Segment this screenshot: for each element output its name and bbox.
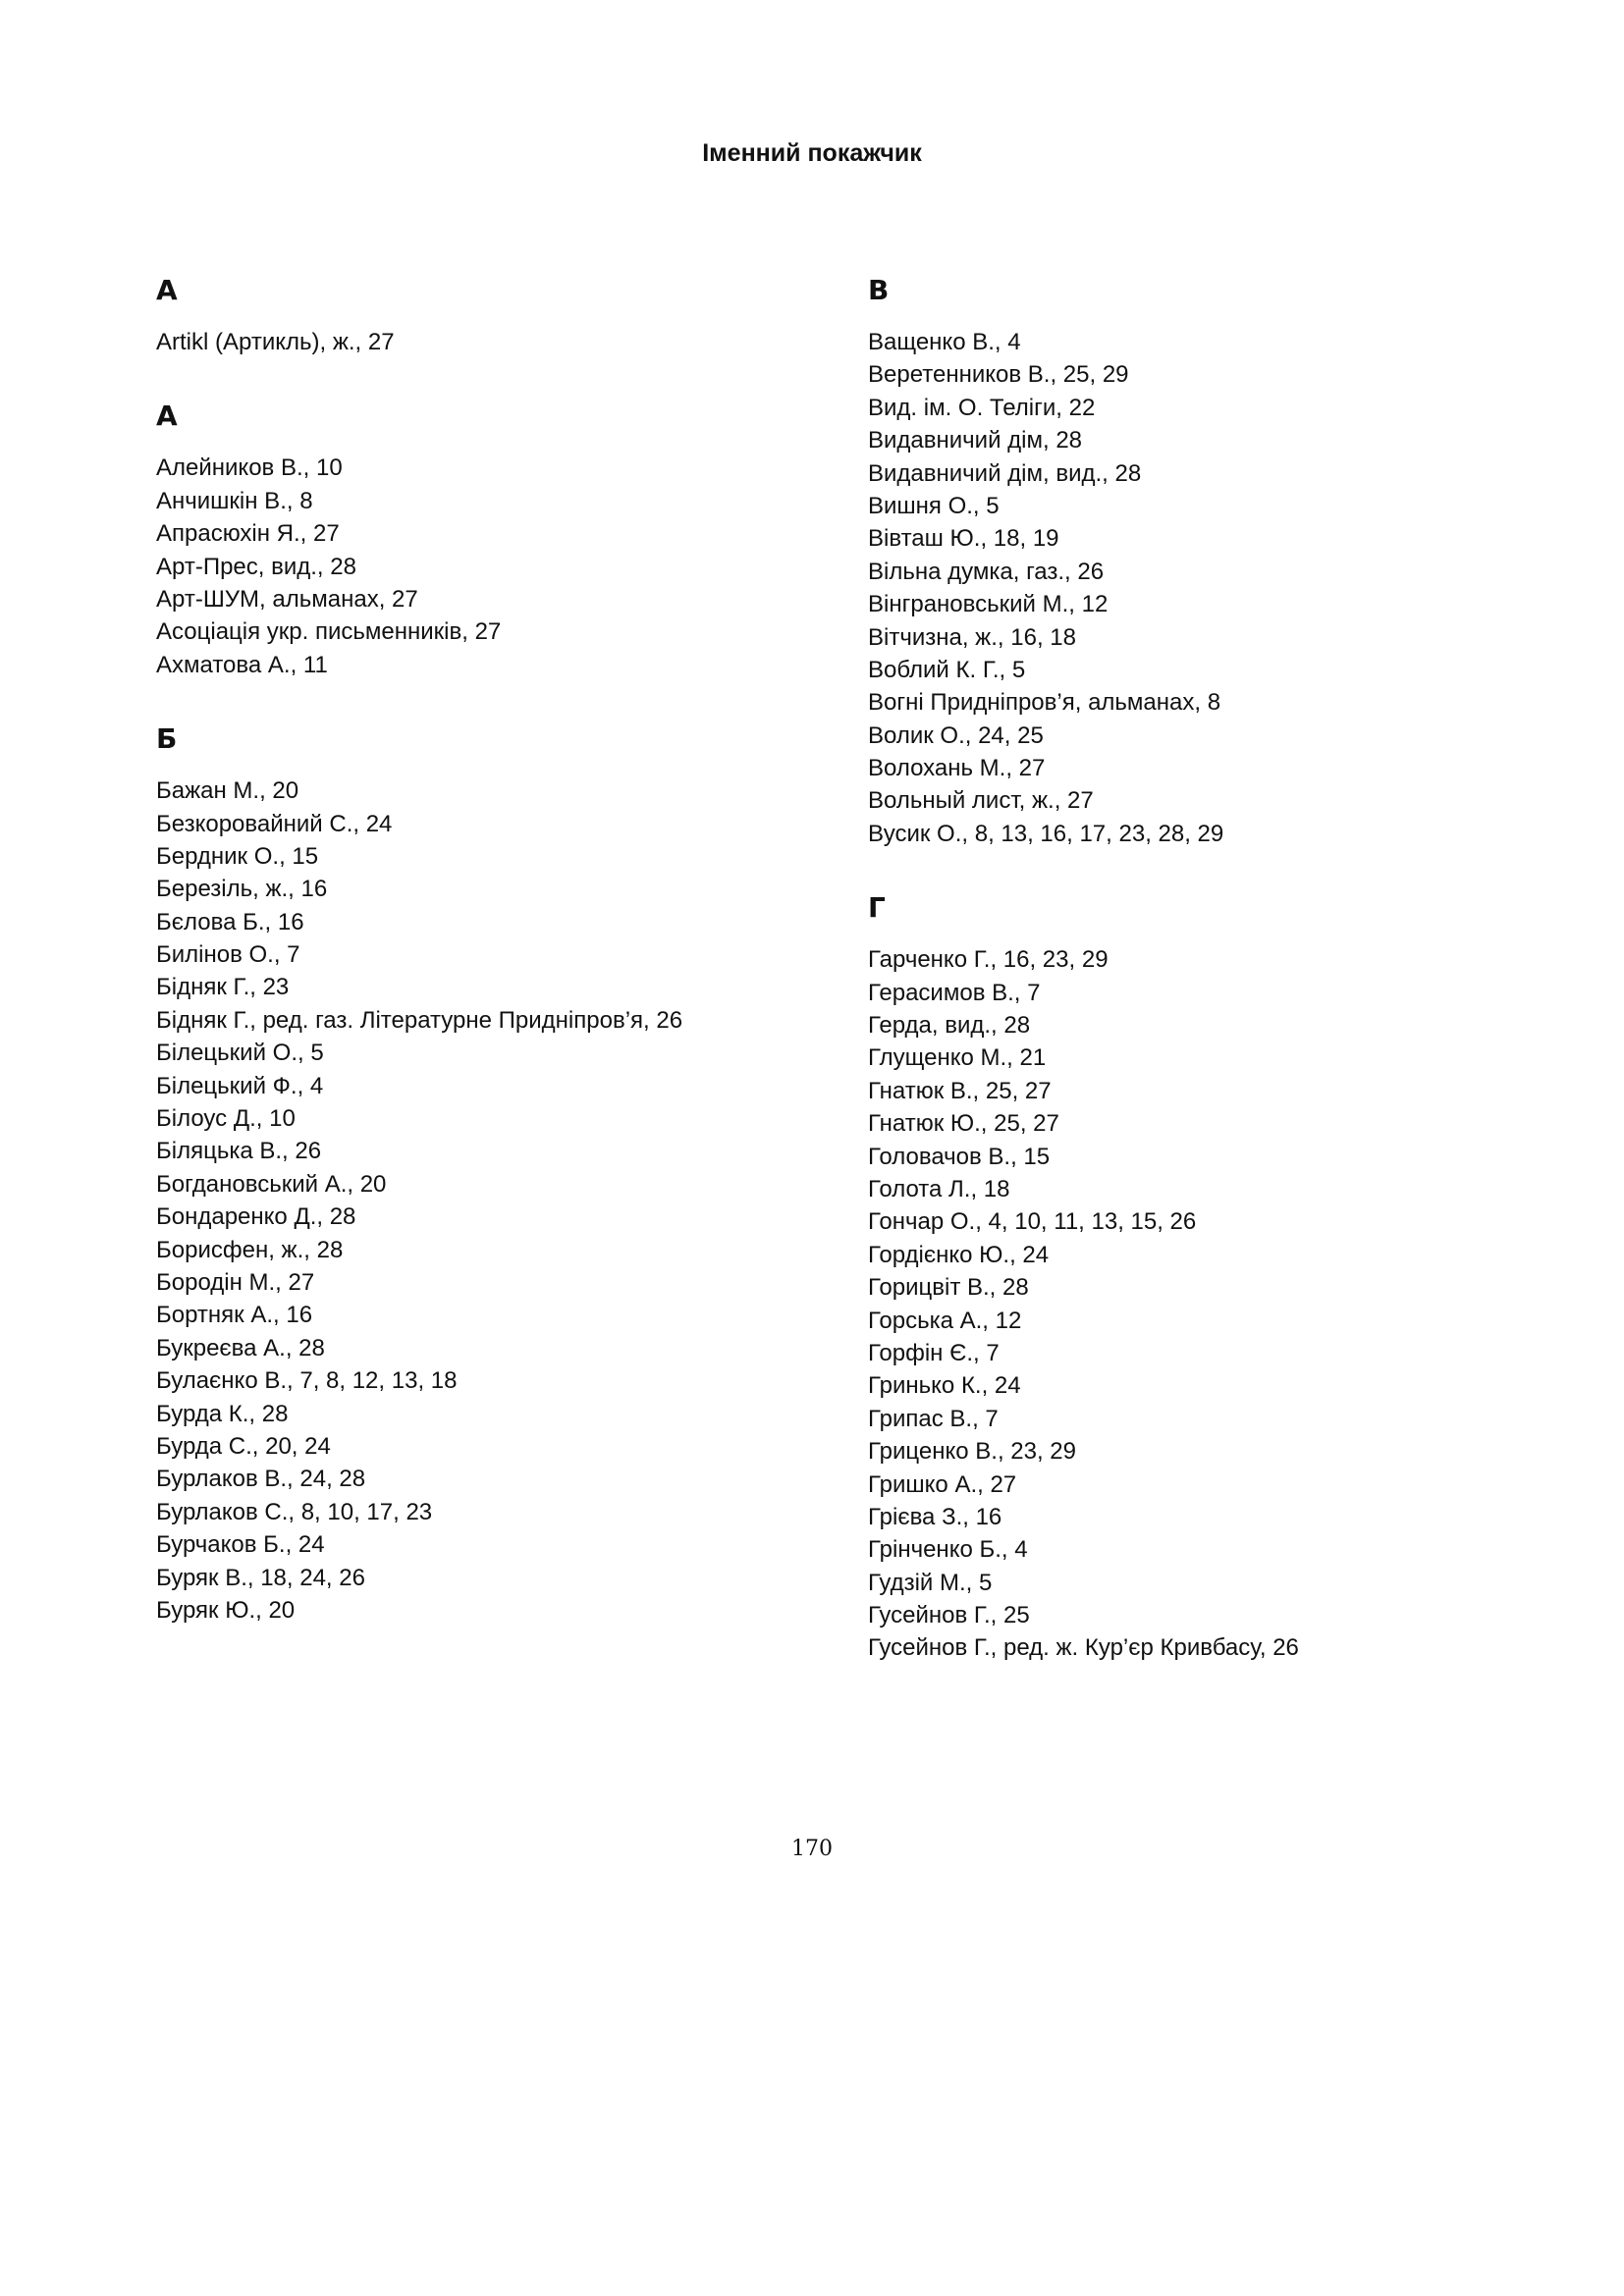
index-entry: Бідняк Г., 23 <box>156 974 290 1001</box>
index-entry: Горфін Є., 7 <box>868 1339 1000 1366</box>
entry-list <box>156 452 843 681</box>
index-column-left <box>156 267 843 1627</box>
index-entry: Вогні Придніпров’я, альманах, 8 <box>868 689 1221 717</box>
index-entry: Вівташ Ю., 18, 19 <box>868 525 1059 553</box>
index-entry: Бєлова Б., 16 <box>156 908 304 935</box>
index-entry: Вишня О., 5 <box>868 492 1000 519</box>
index-section <box>156 267 843 358</box>
index-entry: Анчишкін В., 8 <box>156 487 313 514</box>
index-entry: Гринько К., 24 <box>868 1372 1021 1400</box>
entry-list <box>156 774 843 1627</box>
index-entry: Вінграновський М., 12 <box>868 591 1109 618</box>
index-entry: Глущенко М., 21 <box>868 1044 1047 1072</box>
index-entry: Artikl (Артикль), ж., 27 <box>156 329 395 355</box>
index-entry: Букреєва А., 28 <box>156 1334 325 1362</box>
index-entry: Грієва З., 16 <box>868 1503 1002 1530</box>
index-entry: Видавничий дім, 28 <box>868 427 1083 454</box>
index-section <box>156 393 843 681</box>
index-entry: Гудзій М., 5 <box>868 1569 993 1596</box>
index-entry: Гриценко В., 23, 29 <box>868 1438 1077 1466</box>
index-entry: Гордієнко Ю., 24 <box>868 1241 1050 1268</box>
index-entry: Бородін М., 27 <box>156 1268 315 1296</box>
index-entry: Гришко А., 27 <box>868 1470 1017 1498</box>
index-entry: Герасимов В., 7 <box>868 979 1041 1006</box>
index-entry: Асоціація укр. письменників, 27 <box>156 618 502 646</box>
index-entry: Буряк В., 18, 24, 26 <box>156 1564 365 1591</box>
index-entry: Бондаренко Д., 28 <box>156 1203 356 1231</box>
index-entry: Бажан М., 20 <box>156 777 299 805</box>
index-entry: Билінов О., 7 <box>156 941 300 969</box>
index-entry: Березіль, ж., 16 <box>156 876 328 903</box>
index-entry: Вольный лист, ж., 27 <box>868 787 1094 815</box>
index-entry: Голота Л., 18 <box>868 1175 1010 1202</box>
index-entry: Вусик О., 8, 13, 16, 17, 23, 28, 29 <box>868 820 1224 847</box>
index-entry: Бердник О., 15 <box>156 842 319 870</box>
index-entry: Арт-Прес, вид., 28 <box>156 553 356 580</box>
index-entry: Білецький Ф., 4 <box>156 1072 324 1099</box>
index-entry: Алейников В., 10 <box>156 454 343 482</box>
index-entry: Гнатюк В., 25, 27 <box>868 1077 1052 1104</box>
index-entry: Головачов В., 15 <box>868 1143 1051 1170</box>
index-entry: Воблий К. Г., 5 <box>868 656 1026 683</box>
index-entry: Вид. ім. О. Теліги, 22 <box>868 394 1096 421</box>
entry-list <box>868 943 1575 1665</box>
index-entry: Бурлаков В., 24, 28 <box>156 1466 366 1493</box>
index-section <box>868 884 1575 1665</box>
index-entry: Ващенко В., 4 <box>868 329 1021 355</box>
index-entry: Арт-ШУМ, альманах, 27 <box>156 585 418 613</box>
index-entry: Веретенников В., 25, 29 <box>868 361 1129 389</box>
entry-list <box>868 326 1575 850</box>
index-entry: Герда, вид., 28 <box>868 1012 1031 1040</box>
index-entry: Бортняк А., 16 <box>156 1302 313 1329</box>
index-entry: Гнатюк Ю., 25, 27 <box>868 1110 1059 1138</box>
section-letter: A <box>156 274 178 306</box>
section-letter: Г <box>868 891 886 925</box>
index-entry: Богдановський А., 20 <box>156 1170 387 1198</box>
index-entry: Гусейнов Г., 25 <box>868 1602 1030 1629</box>
index-entry: Бурлаков С., 8, 10, 17, 23 <box>156 1498 433 1525</box>
index-entry: Грінченко Б., 4 <box>868 1536 1028 1564</box>
index-entry: Грипас В., 7 <box>868 1405 999 1432</box>
entry-list <box>156 326 843 358</box>
index-entry: Гусейнов Г., ред. ж. Кур’єр Кривбасу, 26 <box>868 1634 1299 1662</box>
index-entry: Борисфен, ж., 28 <box>156 1236 344 1263</box>
index-entry: Волик О., 24, 25 <box>868 721 1044 749</box>
index-entry: Вільна думка, газ., 26 <box>868 558 1105 585</box>
index-entry: Білецький О., 5 <box>156 1040 324 1067</box>
section-letter: Б <box>156 722 178 756</box>
page-title: Іменний покажчик <box>702 139 922 167</box>
index-entry: Біляцька В., 26 <box>156 1138 322 1165</box>
index-entry: Безкоровайний С., 24 <box>156 810 393 837</box>
index-entry: Ахматова А., 11 <box>156 651 328 678</box>
index-entry: Бурда К., 28 <box>156 1400 289 1427</box>
index-entry: Апрасюхін Я., 27 <box>156 520 340 548</box>
section-letter: А <box>156 400 178 433</box>
index-entry: Вітчизна, ж., 16, 18 <box>868 623 1076 651</box>
index-section <box>156 716 843 1627</box>
index-entry: Буряк Ю., 20 <box>156 1596 296 1624</box>
index-section <box>868 267 1575 850</box>
index-entry: Бурчаков Б., 24 <box>156 1531 325 1559</box>
index-entry: Горицвіт В., 28 <box>868 1274 1029 1302</box>
index-entry: Булаєнко В., 7, 8, 12, 13, 18 <box>156 1367 458 1395</box>
index-entry: Видавничий дім, вид., 28 <box>868 459 1142 487</box>
index-entry: Волохань М., 27 <box>868 755 1046 782</box>
index-entry: Білоус Д., 10 <box>156 1105 296 1133</box>
page-number: 170 <box>791 1837 833 1861</box>
index-entry: Бурда С., 20, 24 <box>156 1432 331 1460</box>
index-entry: Гончар О., 4, 10, 11, 13, 15, 26 <box>868 1208 1197 1236</box>
index-entry: Горська А., 12 <box>868 1307 1022 1334</box>
index-entry: Гарченко Г., 16, 23, 29 <box>868 946 1109 974</box>
index-column-right <box>868 267 1575 1665</box>
section-letter: В <box>868 274 890 306</box>
index-entry: Бідняк Г., ред. газ. Літературне Придніпров’я, 26 <box>156 1006 683 1034</box>
